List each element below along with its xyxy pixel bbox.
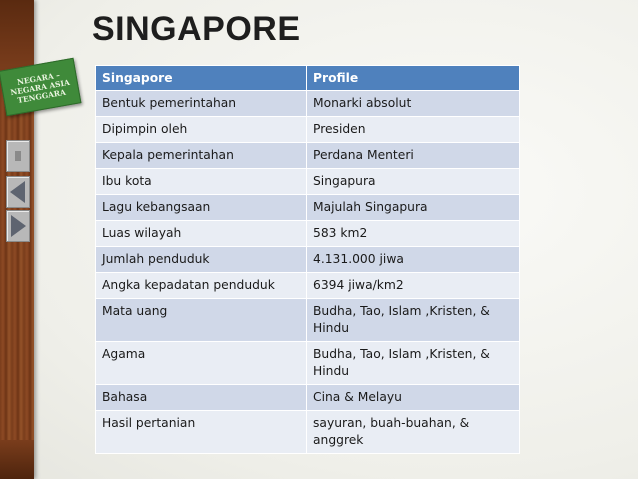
row-label: Mata uang [96,299,307,342]
table-row [96,195,520,221]
row-value: sayuran, buah-buahan, & anggrek [307,411,520,454]
table-row [96,385,520,411]
profile-table [95,65,520,454]
row-value: 583 km2 [307,221,520,247]
table-row [96,247,520,273]
header-cell-country: Singapore [96,66,307,91]
home-nav-button[interactable] [6,140,30,172]
row-label: Agama [96,342,307,385]
table-row [96,117,520,143]
row-label: Hasil pertanian [96,411,307,454]
table-row [96,91,520,117]
row-label: Lagu kebangsaan [96,195,307,221]
region-badge-label: NEGARA – NEGARA ASIA TENGGARA [9,69,71,105]
back-nav-button[interactable] [6,176,30,208]
table-row [96,342,520,385]
row-label: Luas wilayah [96,221,307,247]
home-nav-icon [7,141,29,171]
row-value: Majulah Singapura [307,195,520,221]
row-value: Monarki absolut [307,91,520,117]
table-row [96,221,520,247]
row-label: Ibu kota [96,169,307,195]
row-value: Singapura [307,169,520,195]
row-label: Dipimpin oleh [96,117,307,143]
row-label: Angka kepadatan penduduk [96,273,307,299]
row-value: Presiden [307,117,520,143]
forward-arrow-icon [7,211,29,241]
row-value: 6394 jiwa/km2 [307,273,520,299]
header-cell-profile: Profile [307,66,520,91]
row-value: Budha, Tao, Islam ,Kristen, & Hindu [307,299,520,342]
row-value: Cina & Melayu [307,385,520,411]
table-header-row [96,66,520,91]
row-value: Budha, Tao, Islam ,Kristen, & Hindu [307,342,520,385]
table-row [96,411,520,454]
slide-title: SINGAPORE [92,10,301,48]
forward-nav-button[interactable] [6,210,30,242]
row-value: 4.131.000 jiwa [307,247,520,273]
table-row [96,169,520,195]
table-row [96,143,520,169]
row-value: Perdana Menteri [307,143,520,169]
row-label: Bahasa [96,385,307,411]
table-row [96,299,520,342]
row-label: Kepala pemerintahan [96,143,307,169]
wood-sidebar-top [0,0,34,70]
row-label: Jumlah penduduk [96,247,307,273]
row-label: Bentuk pemerintahan [96,91,307,117]
wood-sidebar-bottom [0,440,34,479]
table-row [96,273,520,299]
back-arrow-icon [7,177,29,207]
